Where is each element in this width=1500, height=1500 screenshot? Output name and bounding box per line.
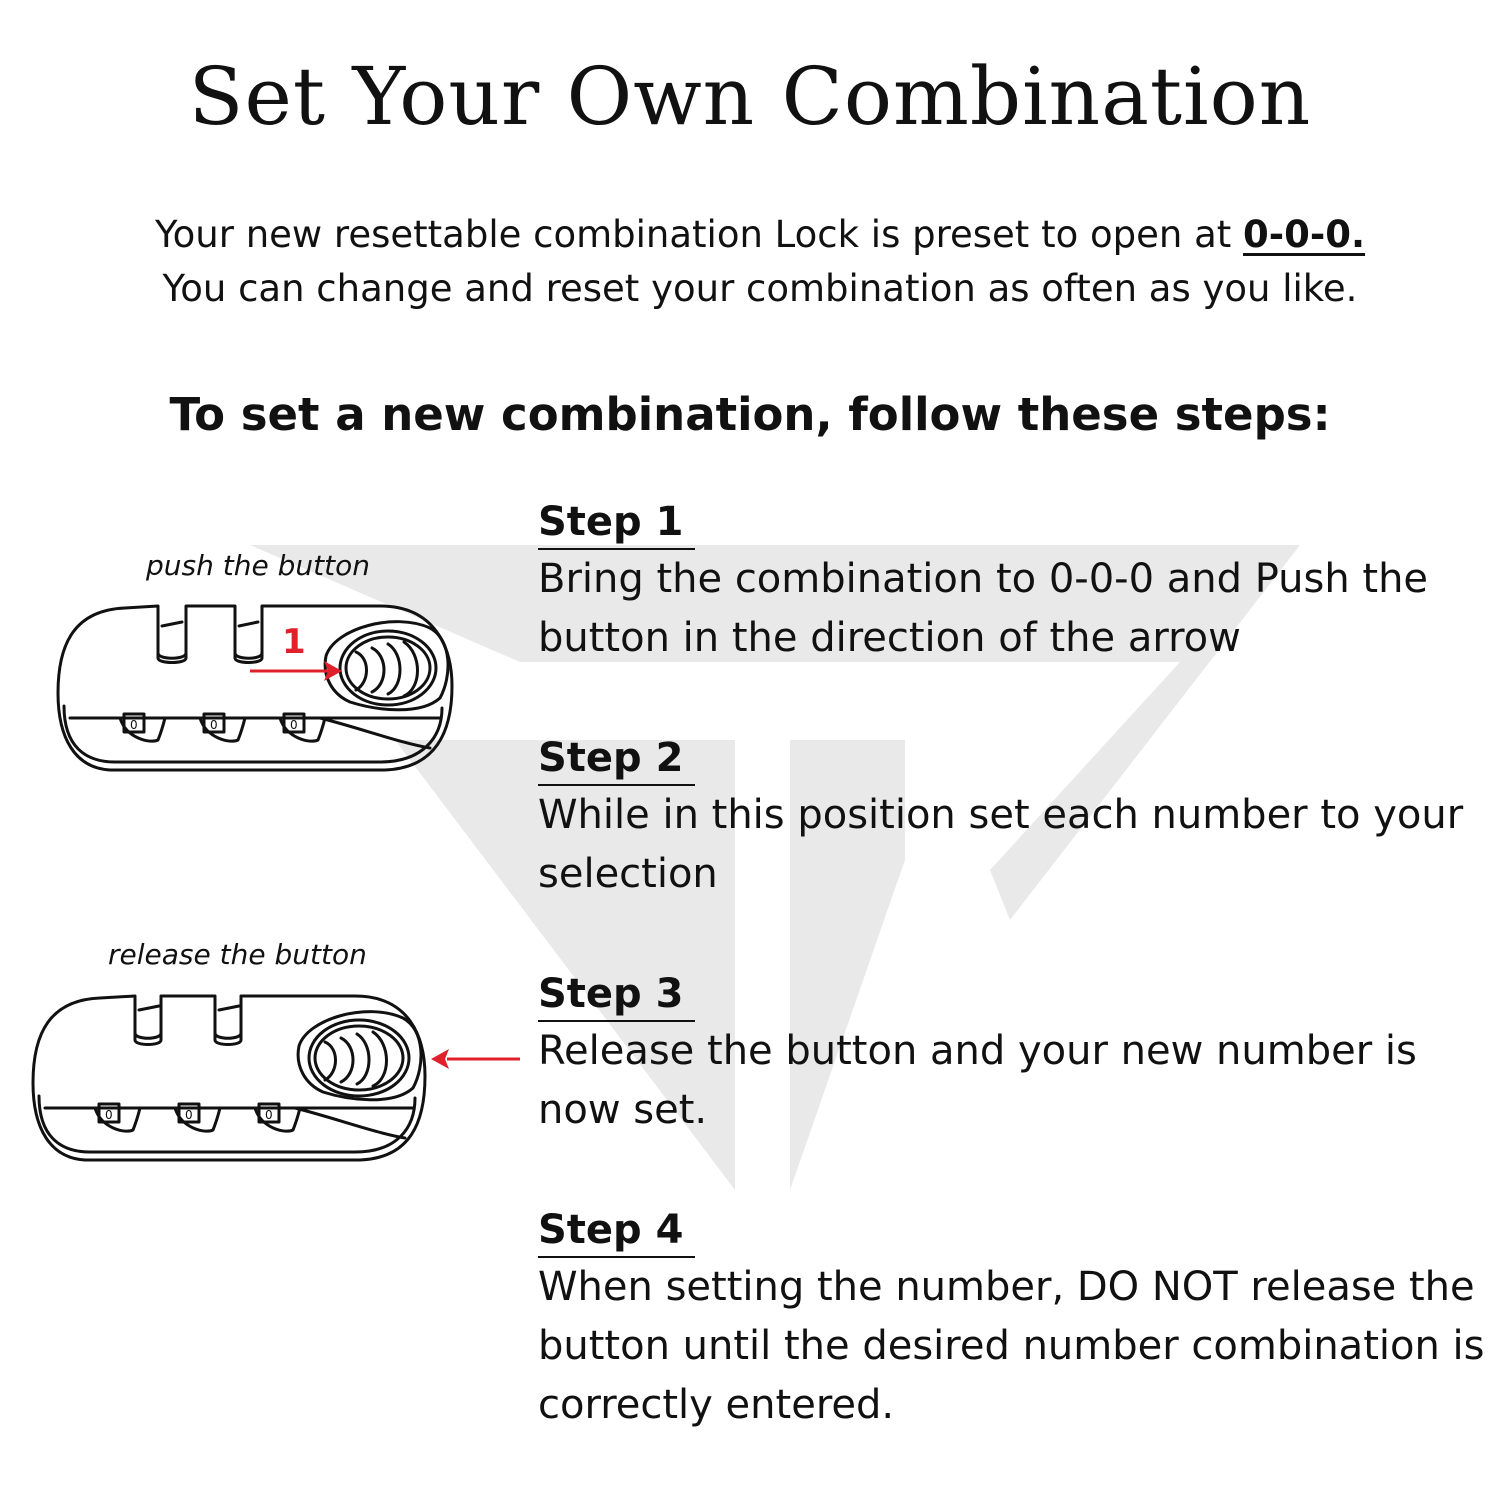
intro-text <box>0 208 1500 316</box>
steps-heading: To set a new combination, follow these steps: <box>169 388 1331 441</box>
release-arrow-icon <box>431 1049 520 1069</box>
lock-release-digit-3: 0 <box>265 1108 273 1122</box>
page-title: Set Your Own Combination <box>188 50 1312 143</box>
step-4 <box>538 1204 1488 1435</box>
release-caption: release the button <box>108 938 367 971</box>
step-3-title: Step 3 <box>538 968 695 1022</box>
step-4-text: When setting the number, DO NOT release the button until the desired number combination is correctly entered. <box>538 1264 1485 1428</box>
lock-push-illustration <box>50 598 460 778</box>
step-1 <box>538 496 1488 668</box>
lock-release-illustration <box>25 988 535 1168</box>
lock-push-digit-3: 0 <box>290 718 298 732</box>
intro-line-1-text: Your new resettable combination Lock is preset to open at <box>154 213 1244 256</box>
step-4-title: Step 4 <box>538 1204 695 1258</box>
step-3 <box>538 968 1488 1140</box>
intro-line-1 <box>0 208 1500 262</box>
step-2-text: While in this position set each number to your selection <box>538 792 1464 897</box>
step-3-text: Release the button and your new number is now set. <box>538 1028 1417 1133</box>
step-2-title: Step 2 <box>538 732 695 786</box>
step-1-text: Bring the combination to 0-0-0 and Push the button in the direction of the arrow <box>538 556 1429 661</box>
lock-release-digit-2: 0 <box>185 1108 193 1122</box>
lock-push-digit-1: 0 <box>130 718 138 732</box>
preset-code: 0-0-0. <box>1243 213 1366 256</box>
step-2 <box>538 732 1488 904</box>
push-caption: push the button <box>146 549 370 582</box>
lock-push-digit-2: 0 <box>210 718 218 732</box>
push-step-marker: 1 <box>282 622 306 662</box>
step-1-title: Step 1 <box>538 496 695 550</box>
push-arrow-icon <box>250 661 342 681</box>
lock-release-digit-1: 0 <box>105 1108 113 1122</box>
intro-line-2: You can change and reset your combination as often as you like. <box>162 267 1358 310</box>
